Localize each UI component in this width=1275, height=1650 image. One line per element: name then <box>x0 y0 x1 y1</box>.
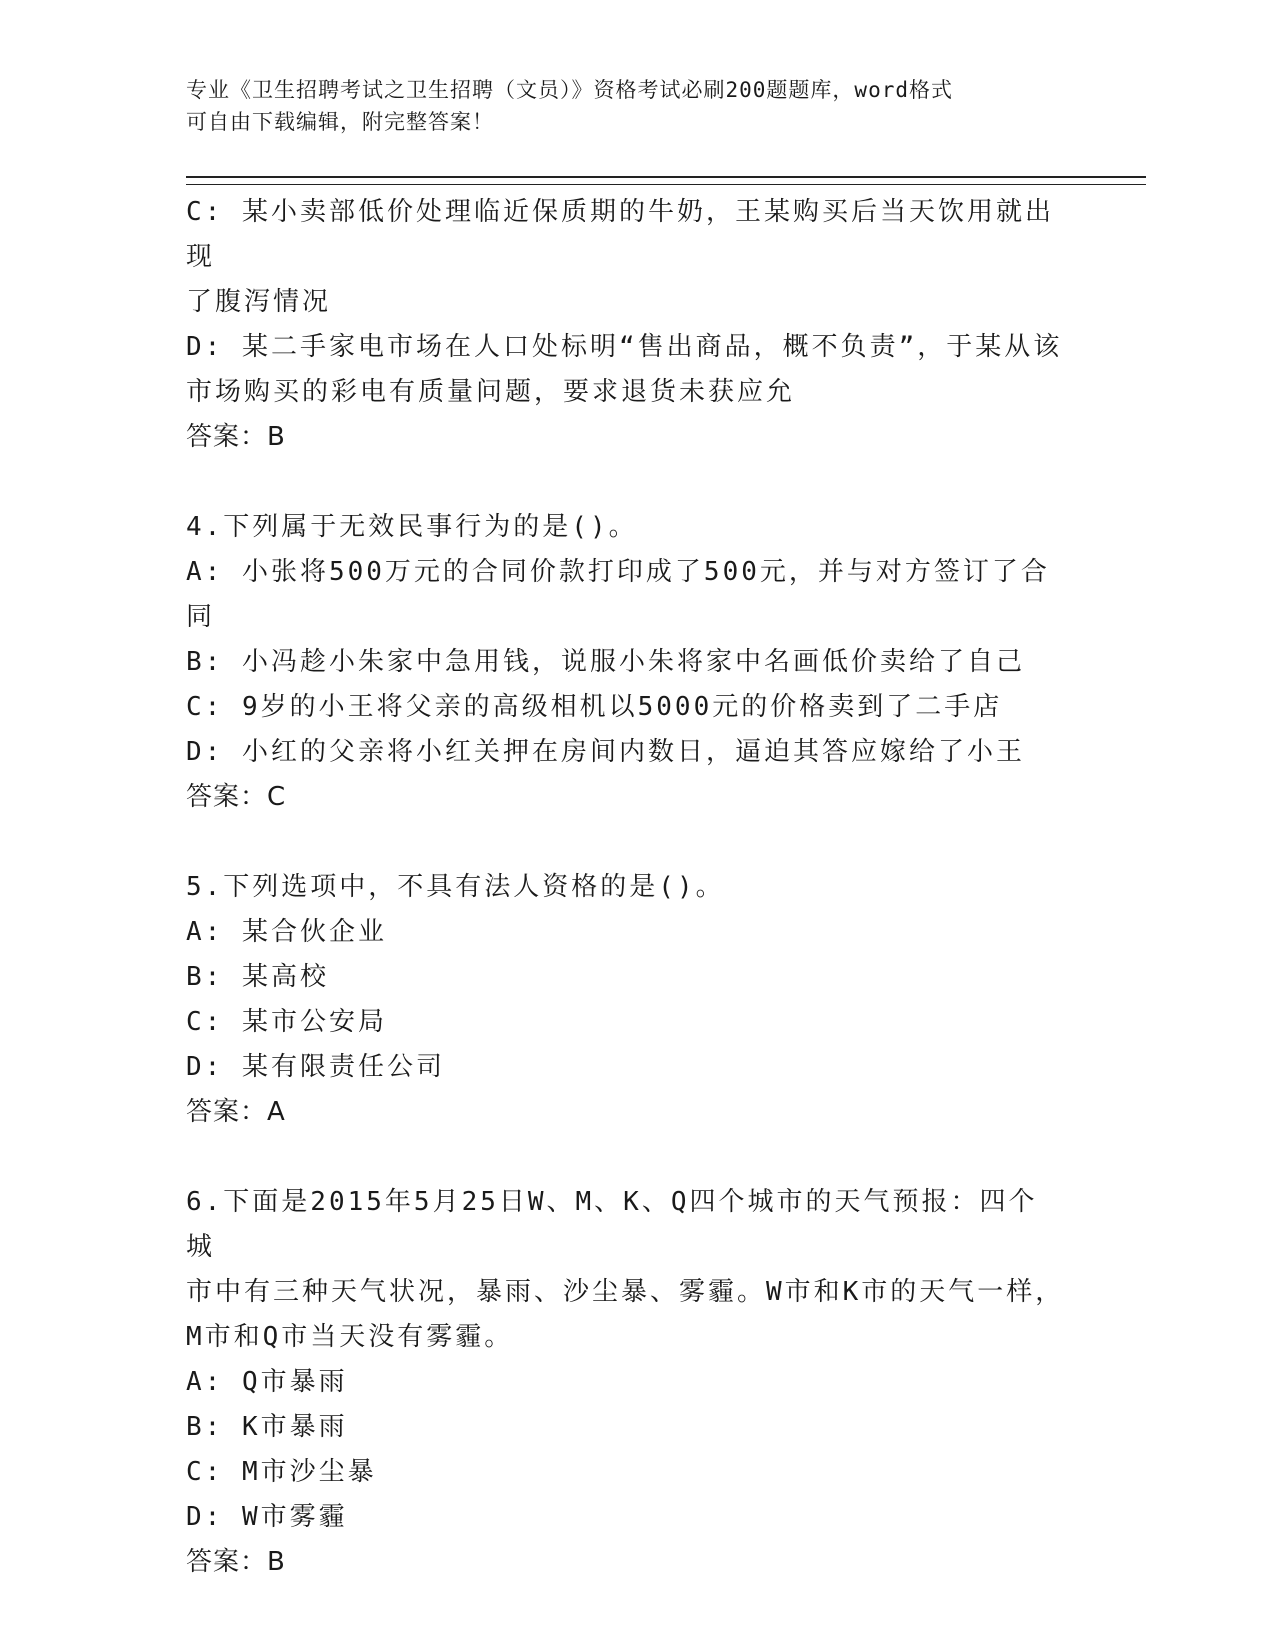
question-5-option-d: D: 某有限责任公司 <box>186 1052 445 1082</box>
question-4 <box>186 505 1066 820</box>
question-6-option-b: B: K市暴雨 <box>186 1412 348 1442</box>
spacer <box>186 820 1066 865</box>
document-body <box>186 190 1066 1585</box>
answer-5: 答案：A <box>186 1097 286 1127</box>
header-divider <box>186 176 1146 185</box>
question-4-option-c: C: 9岁的小王将父亲的高级相机以5000元的价格卖到了二手店 <box>186 692 1003 722</box>
question-5-option-b: B: 某高校 <box>186 962 329 992</box>
question-6-stem-line-3: M市和Q市当天没有雾霾。 <box>186 1322 514 1352</box>
question-5-option-a: A: 某合伙企业 <box>186 917 387 947</box>
question-4-option-a: A: 小张将500万元的合同价款打印成了500元，并与对方签订了合同 <box>186 557 1050 632</box>
answer-4: 答案：C <box>186 782 287 812</box>
spacer <box>186 460 1066 505</box>
question-5 <box>186 865 1066 1135</box>
document-header <box>186 74 1066 138</box>
answer-6: 答案：B <box>186 1547 286 1577</box>
question-6-stem-line-2: 市中有三种天气状况，暴雨、沙尘暴、雾霾。W市和K市的天气一样， <box>186 1277 1065 1307</box>
answer-3: 答案：B <box>186 422 286 452</box>
question-6-option-d: D: W市雾霾 <box>186 1502 348 1532</box>
spacer <box>186 1135 1066 1180</box>
option-c-line-1: C: 某小卖部低价处理临近保质期的牛奶，王某购买后当天饮用就出现 <box>186 197 1054 272</box>
question-3-continued <box>186 190 1066 460</box>
question-5-option-c: C: 某市公安局 <box>186 1007 387 1037</box>
question-4-stem: 4.下列属于无效民事行为的是()。 <box>186 512 638 542</box>
question-5-stem: 5.下列选项中，不具有法人资格的是()。 <box>186 872 725 902</box>
question-6-option-a: A: Q市暴雨 <box>186 1367 348 1397</box>
header-title-line-1: 专业《卫生招聘考试之卫生招聘（文员）》资格考试必刷200题题库，word格式 <box>186 78 953 102</box>
option-d-line-2: 市场购买的彩电有质量问题，要求退货未获应允 <box>186 377 796 407</box>
header-title-line-2: 可自由下载编辑，附完整答案！ <box>186 110 494 134</box>
question-6-option-c: C: M市沙尘暴 <box>186 1457 377 1487</box>
question-6 <box>186 1180 1066 1585</box>
option-d-line-1: D: 某二手家电市场在人口处标明“售出商品，概不负责”，于某从该 <box>186 332 1063 362</box>
question-4-option-b: B: 小冯趁小朱家中急用钱，说服小朱将家中名画低价卖给了自己 <box>186 647 1025 677</box>
option-c-line-2: 了腹泻情况 <box>186 287 332 317</box>
question-6-stem-line-1: 6.下面是2015年5月25日W、M、K、Q四个城市的天气预报：四个城 <box>186 1187 1038 1262</box>
question-4-option-d: D: 小红的父亲将小红关押在房间内数日，逼迫其答应嫁给了小王 <box>186 737 1025 767</box>
